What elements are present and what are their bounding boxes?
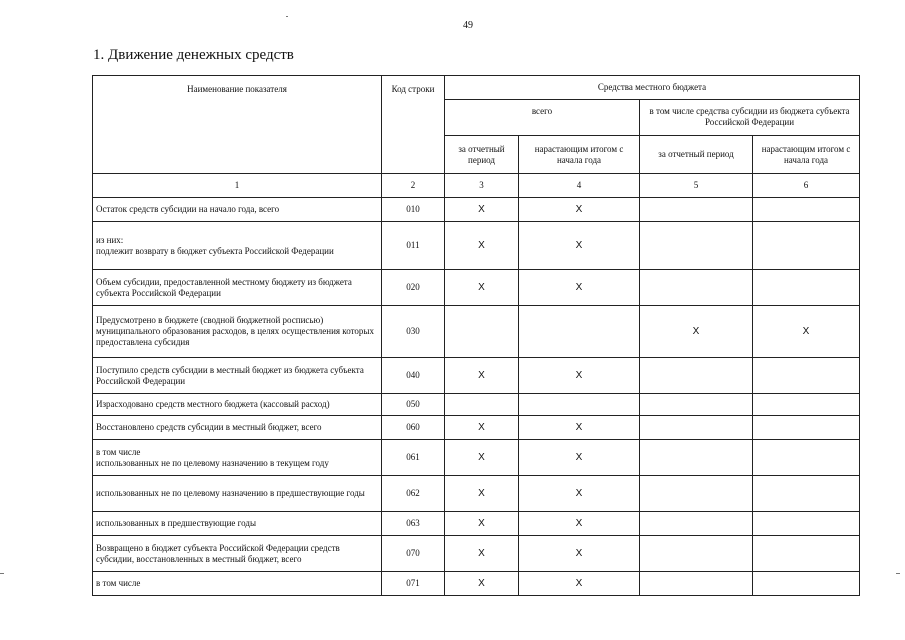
cell-period-total: X [445,440,519,476]
cell-cumulative-total: X [519,572,640,596]
cell-cumulative-subsidy [753,440,860,476]
row-label: использованных не по целевому назначению в предшествующие годы [93,476,382,512]
cell-cumulative-subsidy [753,416,860,440]
table-row [93,222,860,270]
cell-cumulative-total: X [519,358,640,394]
table-row [93,476,860,512]
header-period-total: за отчетный период [445,136,519,174]
row-label: Остаток средств субсидии на начало года, всего [93,198,382,222]
row-code: 030 [382,306,445,358]
column-number: 3 [445,174,519,198]
cell-cumulative-total: X [519,440,640,476]
cell-cumulative-subsidy [753,512,860,536]
scan-speck [0,573,4,574]
row-code: 050 [382,394,445,416]
row-code: 020 [382,270,445,306]
cell-period-subsidy [640,358,753,394]
row-code: 070 [382,536,445,572]
header-local-budget-funds: Средства местного бюджета [445,76,860,100]
cell-period-total: X [445,512,519,536]
header-total: всего [445,100,640,136]
cell-period-total: X [445,358,519,394]
cell-cumulative-subsidy [753,270,860,306]
cell-cumulative-subsidy [753,358,860,394]
row-label: в том числе использованных не по целевому назначению в текущем году [93,440,382,476]
row-code: 071 [382,572,445,596]
column-number: 6 [753,174,860,198]
cell-period-subsidy [640,394,753,416]
row-code: 061 [382,440,445,476]
header-line-code: Код строки [382,76,445,174]
cell-cumulative-subsidy: X [753,306,860,358]
header-cumulative-subsidy: нарастающим итогом с начала года [753,136,860,174]
cell-period-total: X [445,270,519,306]
cell-period-subsidy [640,270,753,306]
table-row [93,512,860,536]
page-number: 49 [463,20,473,31]
column-number: 5 [640,174,753,198]
row-label: в том числе [93,572,382,596]
cell-period-total [445,394,519,416]
table-row [93,416,860,440]
cell-period-total: X [445,416,519,440]
cell-period-subsidy [640,476,753,512]
row-label: использованных в предшествующие годы [93,512,382,536]
row-label: из них: подлежит возврату в бюджет субъекта Российской Федерации [93,222,382,270]
scan-speck [896,573,900,574]
cell-period-subsidy [640,536,753,572]
cell-cumulative-total [519,394,640,416]
cell-period-subsidy [640,440,753,476]
header-cumulative-total: нарастающим итогом с начала года [519,136,640,174]
cell-cumulative-subsidy [753,572,860,596]
row-label: Израсходовано средств местного бюджета (кассовый расход) [93,394,382,416]
cell-cumulative-total: X [519,416,640,440]
table-row [93,572,860,596]
column-number: 4 [519,174,640,198]
row-code: 011 [382,222,445,270]
scan-speck [286,16,288,17]
column-number: 2 [382,174,445,198]
cell-period-total: X [445,572,519,596]
cell-period-total: X [445,476,519,512]
cell-period-subsidy [640,416,753,440]
header-subsidy-funds: в том числе средства субсидии из бюджета субъекта Российской Федерации [640,100,860,136]
cash-flow-table [92,75,860,596]
row-label: Предусмотрено в бюджете (сводной бюджетной росписью) муниципального образования расходов, в целях осуществления которых предоставлена субсидия [93,306,382,358]
table-row [93,358,860,394]
cell-period-subsidy [640,222,753,270]
row-label: Восстановлено средств субсидии в местный бюджет, всего [93,416,382,440]
cell-cumulative-total: X [519,222,640,270]
cell-period-total: X [445,198,519,222]
row-code: 062 [382,476,445,512]
row-label: Поступило средств субсидии в местный бюджет из бюджета субъекта Российской Федерации [93,358,382,394]
row-code: 063 [382,512,445,536]
cell-period-total [445,306,519,358]
cell-period-subsidy: X [640,306,753,358]
cell-period-subsidy [640,512,753,536]
table-row [93,306,860,358]
table-row [93,270,860,306]
cell-cumulative-total: X [519,476,640,512]
cell-cumulative-subsidy [753,198,860,222]
cell-cumulative-subsidy [753,394,860,416]
table-row [93,198,860,222]
row-label: Объем субсидии, предоставленной местному бюджету из бюджета субъекта Российской Федерации [93,270,382,306]
row-code: 040 [382,358,445,394]
row-code: 060 [382,416,445,440]
cell-cumulative-subsidy [753,536,860,572]
row-code: 010 [382,198,445,222]
cell-cumulative-subsidy [753,222,860,270]
cell-cumulative-total: X [519,198,640,222]
cell-period-total: X [445,536,519,572]
cell-cumulative-subsidy [753,476,860,512]
cell-period-subsidy [640,198,753,222]
cell-cumulative-total: X [519,270,640,306]
cell-period-subsidy [640,572,753,596]
section-title: 1. Движение денежных средств [93,47,294,63]
column-number: 1 [93,174,382,198]
row-label: Возвращено в бюджет субъекта Российской Федерации средств субсидии, восстановленных в местный бюджет, всего [93,536,382,572]
cell-period-total: X [445,222,519,270]
cell-cumulative-total [519,306,640,358]
table-row [93,536,860,572]
header-indicator-name: Наименование показателя [93,76,382,174]
cell-cumulative-total: X [519,536,640,572]
header-period-subsidy: за отчетный период [640,136,753,174]
table-row [93,440,860,476]
cell-cumulative-total: X [519,512,640,536]
table-row [93,394,860,416]
